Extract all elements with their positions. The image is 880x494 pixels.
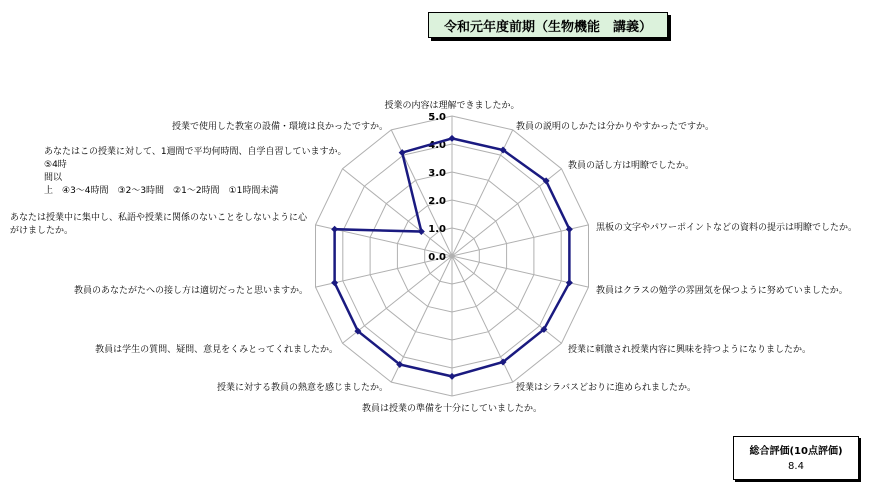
category-label: 教員のあなたがたへの接し方は適切だったと思いますか。 (73, 286, 308, 296)
category-label: 教員はクラスの勉学の雰囲気を保つように努めていましたか。 (596, 286, 848, 296)
overall-score-caption: 総合評価(10点評価) (749, 446, 843, 457)
data-point (331, 226, 338, 233)
radial-tick-label: 2.0 (428, 196, 446, 207)
category-label: 授業はシラバスどおりに進められましたか。 (516, 383, 697, 393)
category-label: 教員は学生の質問、疑問、意見をくみとってくれましたか。 (95, 345, 338, 355)
category-label: 教員の話し方は明瞭でしたか。 (568, 161, 695, 171)
category-label: 授業で使用した教室の設備・環境は良かったですか。 (171, 122, 388, 132)
category-label: 授業に刺激され授業内容に興味を持つようになりましたか。 (568, 345, 812, 355)
category-label: 授業の内容は理解できましたか。 (384, 101, 520, 111)
category-label: あなたはこの授業に対して、1週間で平均何時間、自学自習していますか。 ⑤4時間以上 ④3～4時間 ③2～3時間 ②1～2時間 ①1時間未満 (44, 147, 347, 196)
data-point (449, 373, 456, 380)
radial-tick-label: 1.0 (428, 224, 446, 235)
radial-tick-label: 0.0 (428, 252, 446, 263)
radial-tick-label: 5.0 (428, 112, 446, 123)
radial-tick-label: 4.0 (428, 140, 446, 151)
radial-axis-ticks (428, 112, 446, 263)
category-label: 教員の説明のしかたは分かりやすかったですか。 (516, 122, 715, 132)
category-label: 教員は授業の準備を十分にしていましたか。 (361, 404, 543, 414)
radar-grid (316, 116, 589, 396)
category-label: 授業に対する教員の熱意を感じましたか。 (216, 383, 388, 393)
data-point (449, 135, 456, 142)
chart-title: 令和元年度前期（生物機能 講義） (428, 12, 668, 38)
radial-tick-label: 3.0 (428, 168, 446, 179)
overall-score-value: 8.4 (788, 461, 804, 472)
overall-score-box (733, 436, 859, 480)
category-label: あなたは授業中に集中し、私語や授業に関係のないことをしないように心がけましたか。 (10, 213, 308, 236)
category-label: 黒板の文字やパワーポイントなどの資料の提示は明瞭でしたか。 (596, 223, 858, 233)
